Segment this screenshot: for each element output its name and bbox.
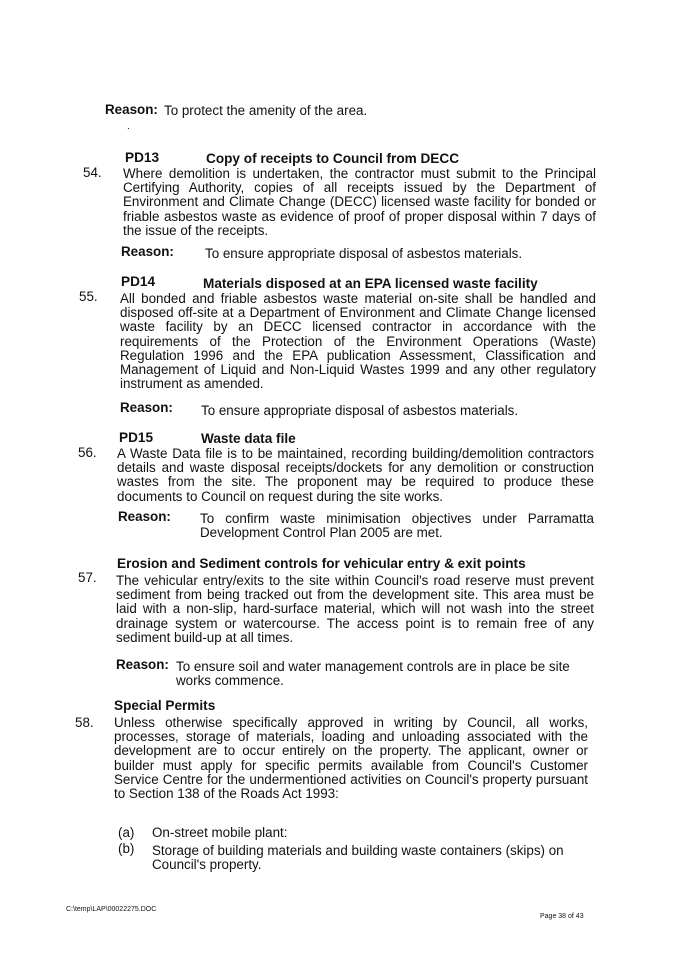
condition-title: Copy of receipts to Council from DECC — [206, 151, 460, 166]
condition-code: PD14 — [121, 274, 156, 289]
condition-number: 57. — [78, 570, 97, 585]
list-item-label: (b) — [118, 841, 135, 856]
condition-number: 54. — [83, 165, 102, 180]
footer-file-path: C:\temp\LAP\00022275.DOC — [66, 906, 157, 913]
condition-number: 56. — [78, 445, 97, 460]
condition-title: Materials disposed at an EPA licensed waste facility — [203, 276, 538, 291]
intro-reason-text: To protect the amenity of the area. — [164, 103, 368, 118]
list-item-text: Storage of building materials and building waste containers (skips) on Council's property. — [152, 843, 564, 873]
stray-dot: . — [127, 121, 130, 132]
condition-number: 55. — [79, 289, 98, 304]
reason-label: Reason: — [116, 657, 169, 672]
reason-label: Reason: — [120, 400, 173, 415]
intro-reason-label: Reason: — [105, 102, 158, 117]
condition-title: Erosion and Sediment controls for vehicular entry & exit points — [117, 556, 526, 571]
condition-code: PD15 — [119, 430, 154, 445]
condition-title: Special Permits — [114, 698, 216, 713]
condition-number: 58. — [75, 715, 94, 730]
reason-label: Reason: — [118, 509, 171, 524]
list-item-label: (a) — [118, 825, 135, 840]
reason-text: To confirm waste minimisation objectives under Parramatta Development Control Plan 2005 are met. — [200, 511, 594, 541]
reason-text: To ensure appropriate disposal of asbestos materials. — [201, 403, 519, 418]
list-item-text: On-street mobile plant: — [152, 825, 288, 840]
footer-page-number: Page 38 of 43 — [540, 913, 584, 920]
condition-body: Unless otherwise specifically approved in writing by Council, all works, processes, storage of materials, loading and unloading associated with the development are to occur entirely on the property. The applicant, owner or builder must apply for specific permits available from Council's Customer Service Centre for the undermentioned activities on Council's property pursuant to Section 138 of the Roads Act 1993: — [114, 715, 588, 802]
reason-label: Reason: — [121, 244, 174, 259]
condition-code: PD13 — [125, 150, 160, 165]
condition-title: Waste data file — [201, 431, 296, 446]
condition-body: The vehicular entry/exits to the site within Council's road reserve must prevent sediment from being tracked out from the development site. This area must be laid with a non-slip, hard-surface material, which will not wash into the street drainage system or watercourse. The access point is to remain free of any sediment build-up at all times. — [116, 573, 594, 645]
reason-text: To ensure appropriate disposal of asbestos materials. — [205, 246, 523, 261]
reason-text: To ensure soil and water management controls are in place be site works commence. — [176, 659, 570, 689]
condition-body: Where demolition is undertaken, the contractor must submit to the Principal Certifying Authority, copies of all receipts issued by the Department of Environment and Climate Change (DECC) licensed waste facility for bonded or friable asbestos waste as evidence of proof of proper disposal within 7 days of the issue of the receipts. — [123, 166, 596, 238]
condition-body: All bonded and friable asbestos waste material on-site shall be handled and disposed off-site at a Department of Environment and Climate Change licensed waste facility by an DECC licensed contractor in accordance with the requirements of the Protection of the Environment Operations (Waste) Regulation 1996 and the EPA publication Assessment, Classification and Management of Liquid and Non-Liquid Wastes 1999 and any other regulatory instrument as amended. — [120, 291, 596, 392]
condition-body: A Waste Data file is to be maintained, recording building/demolition contractors details and waste disposal receipts/dockets for any demolition or construction wastes from the site. The proponent may be required to produce these documents to Council on request during the site works. — [117, 446, 594, 504]
